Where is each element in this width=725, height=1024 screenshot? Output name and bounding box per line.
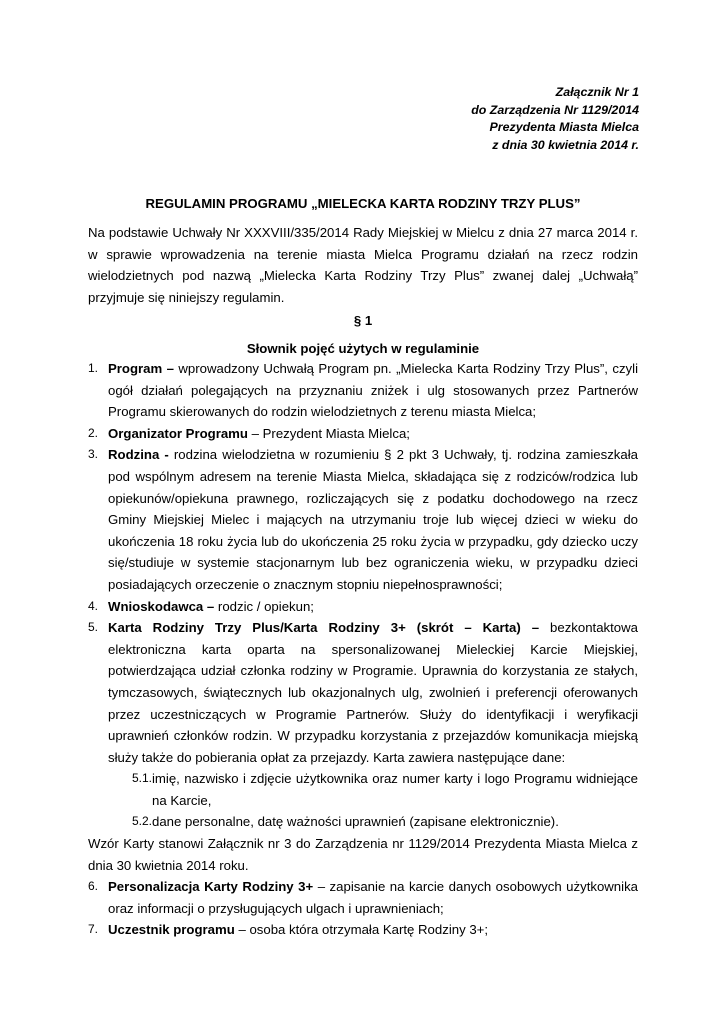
sub-item-text: dane personalne, datę ważności uprawnień (zapisane elektronicznie). [152, 814, 559, 830]
list-item-number: 5. [88, 620, 99, 635]
list-item-number: 7. [88, 922, 99, 937]
list-item-text: bezkontaktowa elektroniczna karta oparta na spersonalizowanej Mieleckiej Karcie Miejskiej, potwierdzająca udział członka rodziny w Programie. Uprawnia do korzystania ze stałych, tymczasowych, świątecznych lub okazjonalnych ulg, zwolnień i preferencji oferowanych przez uczestniczących w Programie Partnerów. Służy do identyfikacji i weryfikacji uprawnień członków rodzin. W przypadku korzystania z przejazdów komunikacja miejską służy także do pobierania opłat za przejazdy. Karta zawiera następujące dane: [108, 620, 639, 765]
list-item-term: Uczestnik programu [108, 922, 235, 938]
list-item-number: 2. [88, 425, 99, 440]
list-item-text: – Prezydent Miasta Mielca; [247, 425, 410, 441]
sub-item-number: 5.1. [132, 771, 153, 786]
list-item-term: Personalizacja Karty Rodziny 3+ [108, 879, 314, 895]
annex-line-2: do Zarządzenia Nr 1129/2014 [471, 102, 639, 117]
sub-item-text: imię, nazwisko i zdjęcie użytkownika oraz numer karty i logo Programu widniejące na Karcie, [152, 771, 638, 808]
list-item-term: Organizator Programu [108, 425, 248, 441]
list-item-text: – osoba która otrzymała Kartę Rodziny 3+; [234, 922, 489, 938]
card-template-note: Wzór Karty stanowi Załącznik nr 3 do Zarządzenia nr 1129/2014 Prezydenta Miasta Mielca z dnia 30 kwietnia 2014 roku. [88, 836, 638, 873]
list-item-text: – zapisanie na karcie danych osobowych użytkownika oraz informacji o przysługujących ulgach i uprawnieniach; [108, 879, 638, 916]
sub-item-5-2 [88, 811, 638, 833]
annex-line-1: Załącznik Nr 1 [555, 85, 639, 99]
list-item-number: 3. [88, 447, 99, 462]
list-item-number: 4. [88, 598, 99, 613]
annex-header [471, 84, 639, 154]
list-item-term: Karta Rodziny Trzy Plus/Karta Rodziny 3+ (skrót – Karta) – [108, 620, 540, 636]
list-item-5 [88, 617, 638, 768]
definitions-list [88, 358, 638, 941]
list-item-1 [88, 358, 638, 423]
section-heading: Słownik pojęć użytych w regulaminie [246, 341, 480, 356]
document-title: REGULAMIN PROGRAMU „MIELECKA KARTA RODZINY TRZY PLUS” [145, 196, 581, 211]
list-item-7 [88, 919, 638, 941]
list-item-4 [88, 596, 638, 618]
list-item-text: wprowadzony Uchwałą Program pn. „Mielecka Karta Rodziny Trzy Plus”, czyli ogół działań polegających na przyznaniu zniżek i ulg stosowanych przez Partnerów Programu skierowanych do rodzin wielodzietnych z terenu miasta Mielca; [108, 361, 639, 420]
list-item-number: 6. [88, 879, 99, 894]
list-item-term: Wnioskodawca – [108, 598, 215, 614]
list-item-text: rodzina wielodzietna w rozumieniu § 2 pkt 3 Uchwały, tj. rodzina zamieszkała pod wspólnym adresem na terenie Miasta Mielca, składająca się z rodziców/rodzica lub opiekunów/opiekuna prawnego, rozliczających się z podatku dochodowego na rzecz Gminy Miejskiej Mielec i mających na utrzymaniu troje lub więcej dzieci w wieku do ukończenia 18 roku życia lub do ukończenia 25 roku życia w przypadku, gdy dziecko uczy się/studiuje w systemie stacjonarnym lub bez ograniczenia wieku, w przypadku dzieci posiadających orzeczenie o znacznym stopniu niepełnosprawności; [108, 447, 639, 592]
list-item-term: Program – [108, 361, 174, 376]
annex-line-4: z dnia 30 kwietnia 2014 r. [492, 137, 639, 152]
sub-item-number: 5.2. [132, 814, 153, 829]
sub-item-5-1 [88, 768, 638, 811]
section-number: § 1 [353, 313, 373, 328]
annex-line-3: Prezydenta Miasta Mielca [489, 120, 639, 134]
list-item-3 [88, 444, 638, 595]
list-item-2 [88, 423, 638, 445]
list-item-6 [88, 876, 638, 919]
list-item-text: rodzic / opiekun; [214, 598, 314, 614]
list-item-term: Rodzina - [108, 447, 169, 463]
intro-paragraph: Na podstawie Uchwały Nr XXXVIII/335/2014 Rady Miejskiej w Mielcu z dnia 27 marca 2014 r. w sprawie wprowadzenia na terenie miasta Mielca Programu działań na rzecz rodzin wielodzietnych pod nazwą „Mielecka Karta Rodziny Trzy Plus” zwanej dalej „Uchwałą” przyjmuje się niniejszy regulamin. [88, 225, 638, 305]
list-item-number: 1. [88, 361, 99, 375]
